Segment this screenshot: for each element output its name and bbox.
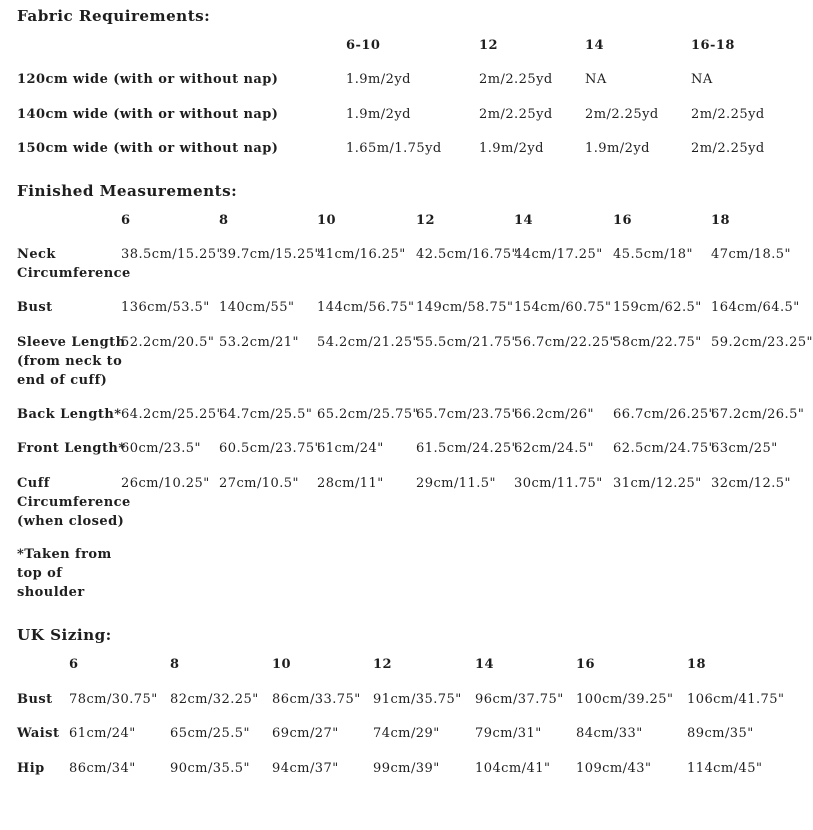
finished-cell: 44cm/17.25"	[514, 247, 603, 262]
footnote-line: *Taken from	[17, 547, 112, 562]
fabric-cell: 1.9m/2yd	[346, 72, 411, 87]
label-line: Bust	[17, 300, 53, 315]
label-line: Front Length*	[17, 441, 126, 456]
fabric-cell: NA	[691, 72, 713, 87]
finished-cell: 154cm/60.75"	[514, 300, 612, 315]
finished-cell: 39.7cm/15.25"	[219, 247, 321, 262]
fabric-row-label: 150cm wide (with or without nap)	[17, 141, 279, 156]
finished-cell: 63cm/25"	[711, 441, 778, 456]
uk-cell: 84cm/33"	[576, 726, 643, 741]
label-line: Sleeve Length	[17, 335, 126, 350]
uk-cell: 82cm/32.25"	[170, 692, 259, 707]
finished-cell: 55.5cm/21.75"	[416, 335, 518, 350]
uk-size-header: 10	[272, 657, 291, 672]
finished-title: Finished Measurements:	[17, 182, 238, 200]
footnote-line: shoulder	[17, 585, 85, 600]
fabric-cell: 2m/2.25yd	[479, 72, 553, 87]
uk-size-header: 14	[475, 657, 494, 672]
finished-cell: 59.2cm/23.25"	[711, 335, 813, 350]
uk-title: UK Sizing:	[17, 626, 112, 644]
finished-cell: 66.2cm/26"	[514, 407, 594, 422]
finished-footnote	[17, 545, 112, 602]
finished-cell: 144cm/56.75"	[317, 300, 415, 315]
fabric-size-header: 14	[585, 38, 604, 53]
uk-cell: 94cm/37"	[272, 761, 339, 776]
uk-cell: 106cm/41.75"	[687, 692, 785, 707]
finished-cell: 62cm/24.5"	[514, 441, 594, 456]
label-line: Cuff	[17, 476, 50, 491]
fabric-cell: 2m/2.25yd	[691, 107, 765, 122]
uk-cell: 100cm/39.25"	[576, 692, 674, 707]
label-line: (from neck to	[17, 354, 123, 369]
uk-size-header: 16	[576, 657, 595, 672]
finished-cell: 136cm/53.5"	[121, 300, 210, 315]
uk-cell: 86cm/33.75"	[272, 692, 361, 707]
finished-cell: 30cm/11.75"	[514, 476, 603, 491]
fabric-cell: 2m/2.25yd	[585, 107, 659, 122]
finished-cell: 64.2cm/25.25"	[121, 407, 223, 422]
label-line: Back Length*	[17, 407, 122, 422]
label-line: Circumference	[17, 266, 131, 281]
finished-cell: 38.5cm/15.25"	[121, 247, 223, 262]
finished-size-header: 6	[121, 213, 131, 228]
fabric-cell: 1.9m/2yd	[346, 107, 411, 122]
uk-size-header: 18	[687, 657, 706, 672]
uk-cell: 104cm/41"	[475, 761, 551, 776]
uk-cell: 61cm/24"	[69, 726, 136, 741]
finished-cell: 28cm/11"	[317, 476, 384, 491]
finished-cell: 67.2cm/26.5"	[711, 407, 805, 422]
finished-size-header: 18	[711, 213, 730, 228]
finished-size-header: 12	[416, 213, 435, 228]
finished-cell: 47cm/18.5"	[711, 247, 791, 262]
uk-cell: 78cm/30.75"	[69, 692, 158, 707]
finished-cell: 52.2cm/20.5"	[121, 335, 215, 350]
fabric-size-header: 16-18	[691, 38, 735, 53]
finished-cell: 54.2cm/21.25"	[317, 335, 419, 350]
finished-cell: 61cm/24"	[317, 441, 384, 456]
uk-cell: 90cm/35.5"	[170, 761, 250, 776]
finished-cell: 65.2cm/25.75"	[317, 407, 419, 422]
finished-row-label	[17, 439, 126, 458]
fabric-cell: NA	[585, 72, 607, 87]
fabric-cell: 2m/2.25yd	[479, 107, 553, 122]
fabric-title: Fabric Requirements:	[17, 7, 211, 25]
fabric-cell: 1.9m/2yd	[585, 141, 650, 156]
finished-cell: 61.5cm/24.25"	[416, 441, 518, 456]
uk-cell: 114cm/45"	[687, 761, 763, 776]
uk-cell: 79cm/31"	[475, 726, 542, 741]
finished-cell: 32cm/12.5"	[711, 476, 791, 491]
finished-row-label	[17, 298, 53, 317]
finished-size-header: 16	[613, 213, 632, 228]
finished-row-label	[17, 405, 121, 424]
finished-cell: 26cm/10.25"	[121, 476, 210, 491]
uk-row-label: Waist	[17, 726, 60, 741]
finished-row-label	[17, 333, 125, 390]
fabric-cell: 1.65m/1.75yd	[346, 141, 442, 156]
fabric-row-label: 120cm wide (with or without nap)	[17, 72, 279, 87]
finished-cell: 60.5cm/23.75"	[219, 441, 321, 456]
finished-cell: 65.7cm/23.75"	[416, 407, 518, 422]
uk-cell: 65cm/25.5"	[170, 726, 250, 741]
fabric-size-header: 6-10	[346, 38, 381, 53]
label-line: Circumference	[17, 495, 131, 510]
finished-size-header: 10	[317, 213, 336, 228]
finished-size-header: 8	[219, 213, 229, 228]
fabric-row-label: 140cm wide (with or without nap)	[17, 107, 279, 122]
uk-size-header: 12	[373, 657, 392, 672]
finished-cell: 159cm/62.5"	[613, 300, 702, 315]
uk-size-header: 8	[170, 657, 180, 672]
finished-cell: 58cm/22.75"	[613, 335, 702, 350]
finished-cell: 45.5cm/18"	[613, 247, 693, 262]
fabric-size-header: 12	[479, 38, 498, 53]
finished-row-label	[17, 474, 131, 531]
finished-row-label	[17, 245, 131, 283]
uk-cell: 96cm/37.75"	[475, 692, 564, 707]
uk-row-label: Hip	[17, 761, 45, 776]
label-line: (when closed)	[17, 514, 125, 529]
fabric-cell: 1.9m/2yd	[479, 141, 544, 156]
finished-cell: 41cm/16.25"	[317, 247, 406, 262]
uk-cell: 89cm/35"	[687, 726, 754, 741]
footnote-line: top of	[17, 566, 63, 581]
uk-cell: 74cm/29"	[373, 726, 440, 741]
uk-cell: 69cm/27"	[272, 726, 339, 741]
label-line: end of cuff)	[17, 373, 108, 388]
uk-cell: 109cm/43"	[576, 761, 652, 776]
finished-cell: 29cm/11.5"	[416, 476, 496, 491]
uk-cell: 91cm/35.75"	[373, 692, 462, 707]
finished-size-header: 14	[514, 213, 533, 228]
finished-cell: 164cm/64.5"	[711, 300, 800, 315]
finished-cell: 62.5cm/24.75"	[613, 441, 715, 456]
finished-cell: 53.2cm/21"	[219, 335, 299, 350]
finished-cell: 60cm/23.5"	[121, 441, 201, 456]
finished-cell: 42.5cm/16.75"	[416, 247, 518, 262]
finished-cell: 66.7cm/26.25"	[613, 407, 715, 422]
uk-cell: 99cm/39"	[373, 761, 440, 776]
finished-cell: 149cm/58.75"	[416, 300, 514, 315]
label-line: Neck	[17, 247, 56, 262]
finished-cell: 27cm/10.5"	[219, 476, 299, 491]
uk-cell: 86cm/34"	[69, 761, 136, 776]
uk-size-header: 6	[69, 657, 79, 672]
uk-row-label: Bust	[17, 692, 53, 707]
fabric-cell: 2m/2.25yd	[691, 141, 765, 156]
finished-cell: 140cm/55"	[219, 300, 295, 315]
finished-cell: 31cm/12.25"	[613, 476, 702, 491]
finished-cell: 64.7cm/25.5"	[219, 407, 313, 422]
finished-cell: 56.7cm/22.25"	[514, 335, 616, 350]
